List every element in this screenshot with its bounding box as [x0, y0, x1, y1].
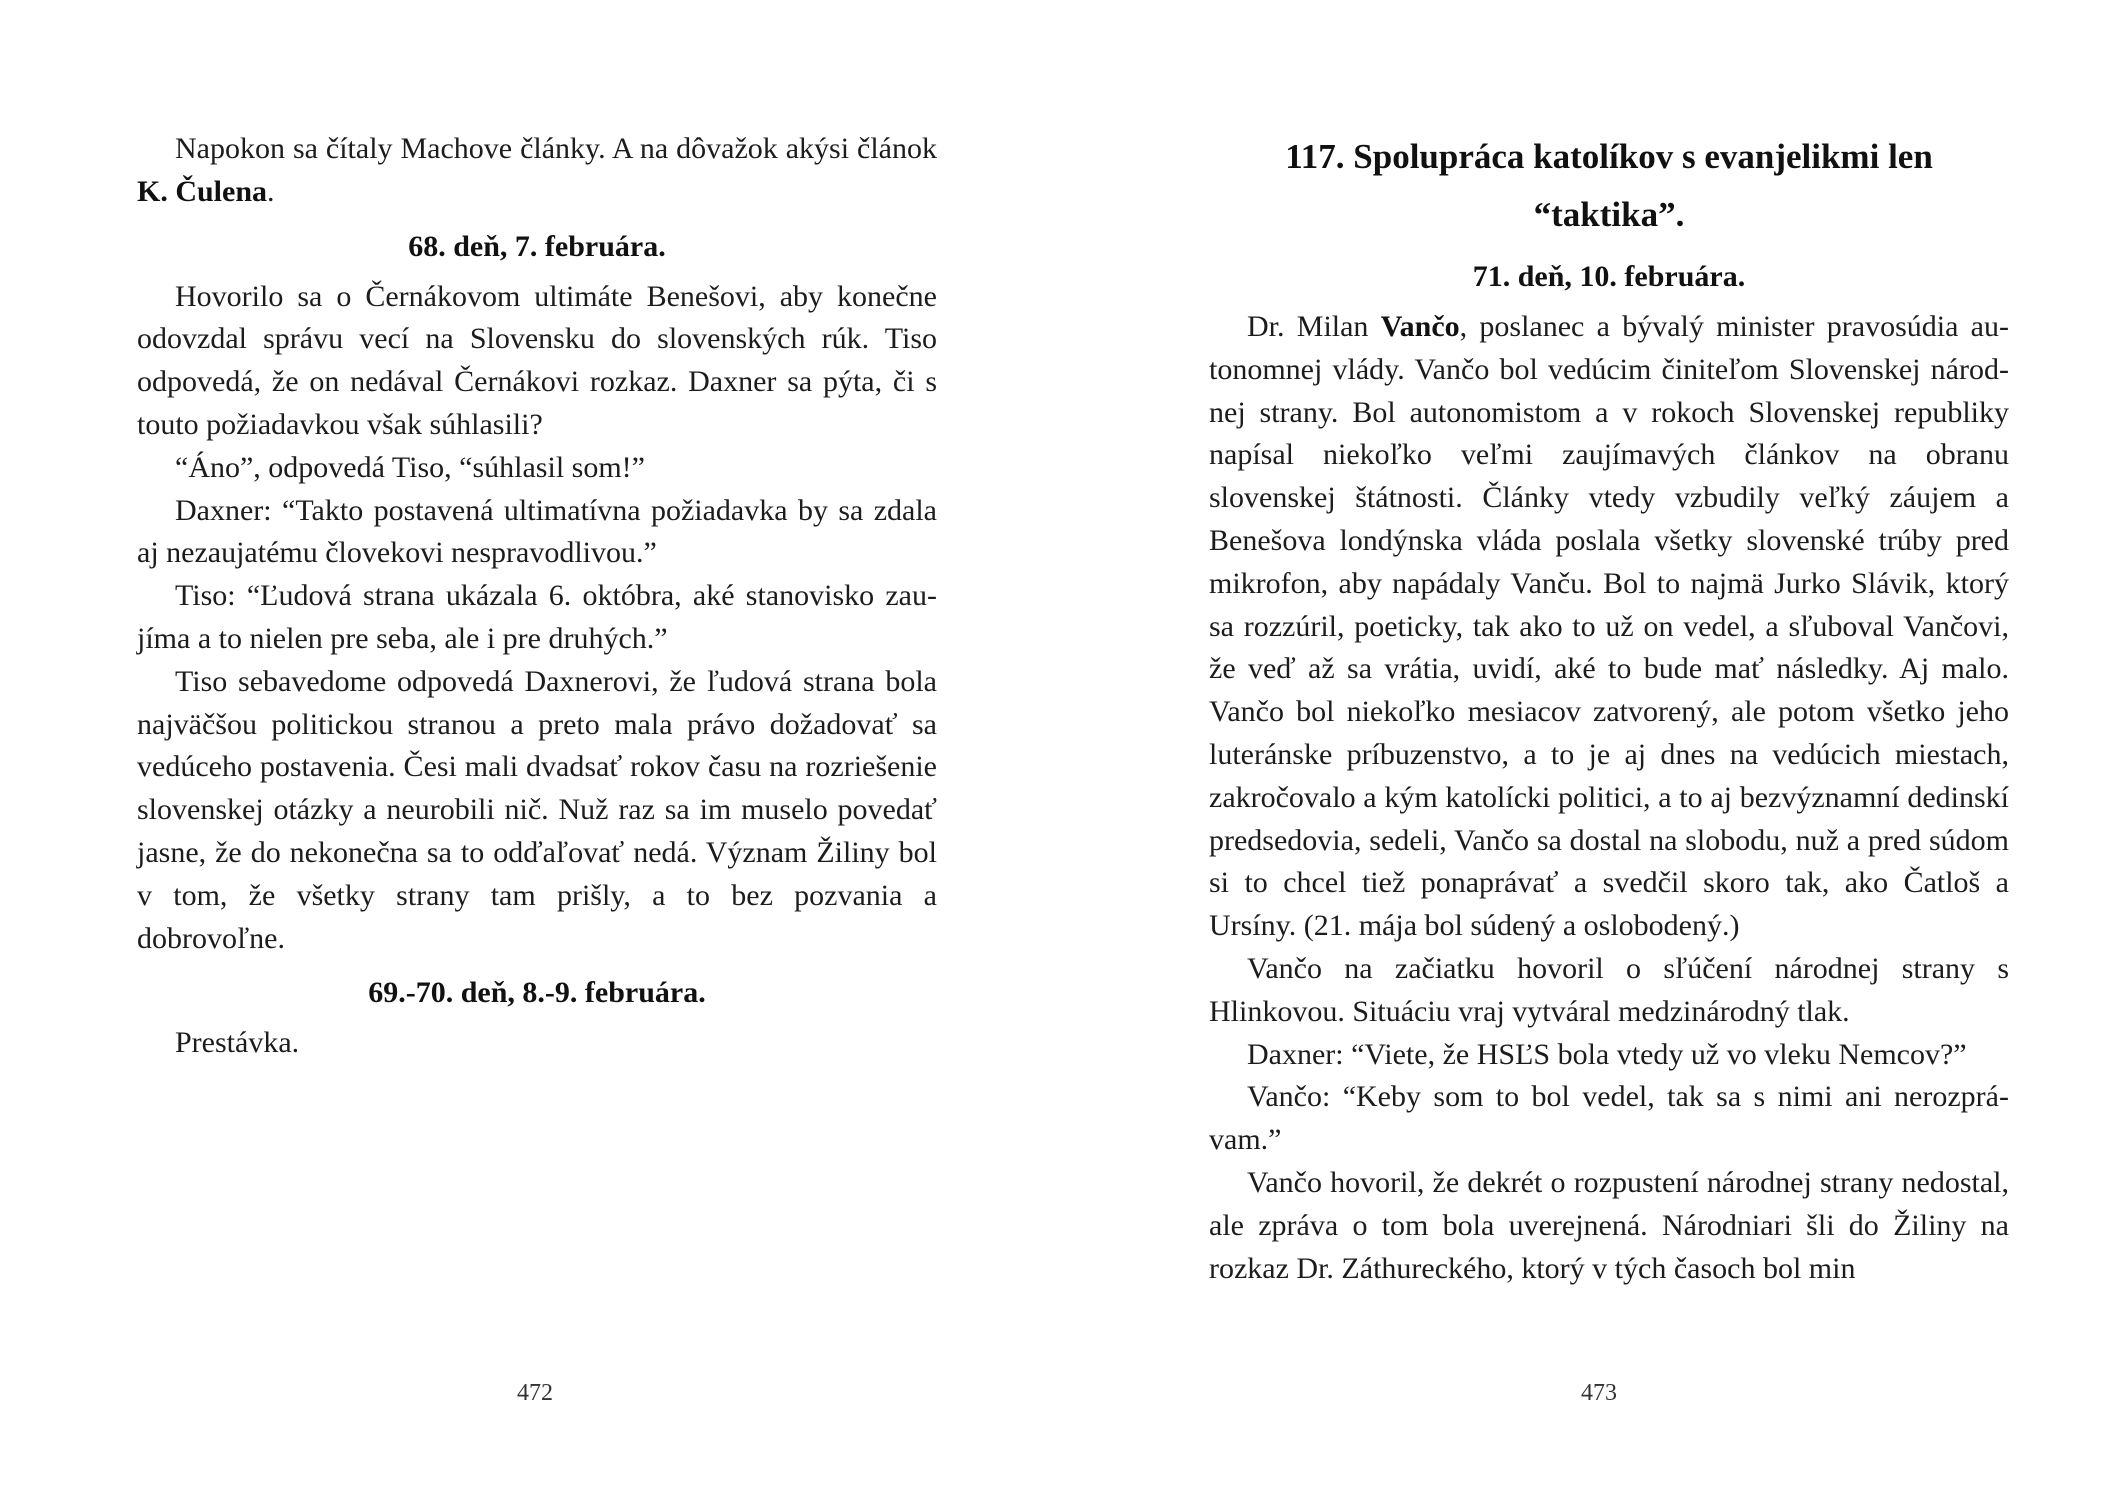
day-heading: 69.-70. deň, 8.-9. februára. — [368, 976, 706, 1010]
right-page — [1059, 0, 2118, 1500]
text-run: Dr. Milan — [1247, 310, 1381, 343]
paragraph — [137, 490, 937, 576]
text-run: Napokon sa čítaly Machove články. A na dôvažok akýsi článok — [175, 132, 937, 165]
paragraph — [137, 1022, 937, 1065]
bold-name: K. Čulena — [137, 174, 268, 208]
paragraph — [1209, 306, 2009, 948]
day-heading: 68. deň, 7. februára. — [408, 229, 666, 263]
bold-name: Vančo — [1380, 310, 1460, 343]
right-page-text — [1209, 128, 2009, 1290]
text-run: Hovorilo sa o Černákovom ultimáte Benešovi, aby konečne odovzdal správu vecí na Slovensku do slovenských rúk. Tiso odpovedá, že on nedával Černákovi rozkaz. Daxner sa pýta, či s touto požiadavkou však súhlasili? — [137, 279, 937, 441]
page-number: 473 — [1581, 1380, 1617, 1406]
paragraph — [1209, 1162, 2009, 1290]
paragraph — [137, 661, 937, 961]
text-run: Vančo: “Keby som to bol vedel, tak sa s nimi ani nerozprávam.” — [1209, 1080, 2009, 1157]
text-run: . — [267, 174, 275, 208]
text-run: Tiso: “Ľudová strana ukázala 6. októbra, aké stanovisko zaujíma a to nielen pre seba, ale i pre druhých.” — [137, 579, 937, 655]
text-run: Vančo na začiatku hovoril o sľúčení národnej strany s Hlinkovou. Situáciu vraj vytváral medzinárodný tlak. — [1209, 951, 2009, 1028]
chapter-title — [1209, 128, 2009, 244]
paragraph — [1209, 1076, 2009, 1162]
text-run: Tiso sebavedome odpovedá Daxnerovi, že ľudová strana bola najväčšou politickou stranou a preto mala právo dožadovať sa vedúceho postavenia. Česi mali dvadsať rokov času na rozriešenie slovenskej otázky a neurobili nič. Nuž raz sa im muselo povedať jasne, že do nekonečna sa to odďaľovať nedá. Význam Žiliny bol v tom, že všetky strany tam prišly, a to bez pozvania a dobrovoľne. — [137, 664, 937, 955]
left-page-text — [137, 128, 937, 1065]
paragraph — [137, 447, 937, 490]
chapter-title-line: “taktika”. — [1533, 195, 1685, 234]
text-run: “Áno”, odpovedá Tiso, “súhlasil som!” — [175, 450, 645, 484]
text-run: Prestávka. — [175, 1026, 300, 1060]
text-run: , poslanec a bývalý minister pravosúdia autonomnej vlády. Vančo bol vedúcim činiteľom Slovenskej národnej strany. Bol autonomistom a v rokoch Slovenskej republiky napísal niekoľko veľmi zaujímavých článkov na obranu slovenskej štátnosti. Články vtedy vzbudily veľký záujem a Benešova londýnska vláda poslala všetky slovenské trúby pred mikrofon, aby napádaly Vanču. Bol to najmä Jurko Slávik, ktorý sa rozzúril, poeticky, tak ako to už on vedel, a sľuboval Vančovi, že veď až sa vrátia, uvidí, aké to bude mať následky. Aj malo. Vančo bol niekoľko mesiacov zatvorený, ale potom všetko jeho luteránske príbuzenstvo, a to je aj dnes na vedúcich miestach, zakročovalo a kým katolícki politici, a to aj bezvýznamní dedinskí predsedovia, sedeli, Vančo sa dostal na slobodu, nuž a pred súdom si to chcel tiež ponaprávať a svedčil skoro tak, ako Čatloš a Ursíny. (21. mája bol súdený a oslobodený.) — [1209, 310, 2009, 943]
paragraph — [137, 575, 937, 661]
paragraph — [137, 276, 937, 447]
page-number: 472 — [517, 1380, 553, 1406]
paragraph — [1209, 948, 2009, 1034]
text-run: Daxner: “Viete, že HSĽS bola vtedy už vo vleku Nemcov?” — [1247, 1037, 1967, 1071]
text-run: Daxner: “Takto postavená ultimatívna požiadavka by sa zdala aj nezaujatému človekovi nespravodlivou.” — [137, 493, 937, 570]
text-run: Vančo hovoril, že dekrét o rozpustení národnej strany nedostal, ale zpráva o tom bola uverejnená. Národniari šli do Žiliny na rozkaz Dr. Záthureckého, ktorý v tých časoch bol min — [1209, 1165, 2009, 1285]
right-page-body — [1209, 256, 2009, 1290]
paragraph — [137, 128, 937, 214]
paragraph — [1209, 1034, 2009, 1077]
day-heading: 71. deň, 10. februára. — [1472, 260, 1746, 293]
chapter-title-line: 117. Spolupráca katolíkov s evanjelikmi len — [1285, 137, 1933, 176]
